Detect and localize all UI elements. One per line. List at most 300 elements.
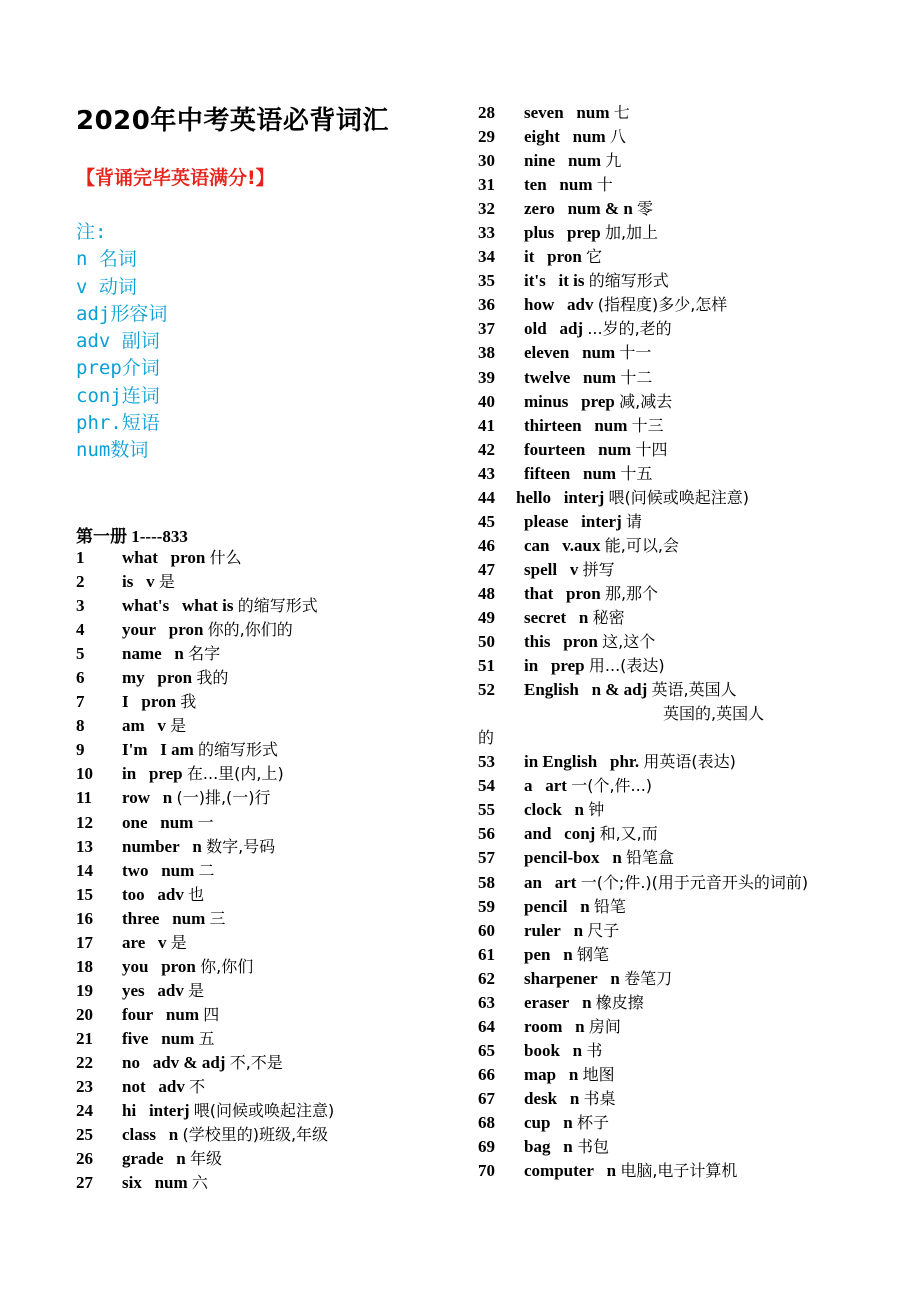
entry-part-of-speech: num	[598, 439, 632, 459]
vocab-entry	[76, 546, 334, 570]
entry-meaning: 的缩写形式	[588, 271, 669, 291]
entry-word: spell	[524, 559, 558, 579]
entry-number: 12	[76, 812, 93, 832]
vocab-entry	[478, 197, 808, 221]
entry-number: 48	[478, 583, 495, 603]
entry-number: 27	[76, 1173, 93, 1193]
vocab-entry	[478, 101, 808, 125]
vocab-entry	[478, 678, 808, 702]
entry-number: 56	[478, 824, 495, 844]
entry-part-of-speech: pron	[170, 548, 206, 567]
vocab-entry	[478, 871, 808, 895]
entry-part-of-speech: n	[568, 1064, 579, 1084]
entry-part-of-speech: art	[554, 872, 577, 892]
entry-part-of-speech: interj	[581, 511, 622, 531]
entry-meaning: 这,这个	[602, 632, 656, 652]
entry-part-of-speech: n	[610, 968, 620, 988]
entry-part-of-speech: pron	[161, 956, 196, 976]
entry-number: 61	[478, 944, 495, 964]
entry-meaning: 不	[189, 1077, 206, 1097]
vocab-entry	[76, 618, 334, 642]
entry-number: 45	[478, 511, 495, 531]
entry-word: in	[122, 764, 137, 784]
entry-word: grade	[122, 1149, 164, 1169]
entry-part-of-speech: num	[576, 103, 610, 122]
entry-meaning: 的缩写形式	[198, 740, 279, 760]
entry-part-of-speech: prep	[148, 764, 183, 784]
entry-meaning: (学校里的)班级,年级	[182, 1125, 329, 1145]
entry-number: 14	[76, 860, 93, 880]
entry-meaning: 年级	[190, 1149, 223, 1169]
entry-word: what's	[122, 596, 170, 616]
vocab-entry	[76, 714, 334, 738]
vocab-entry	[478, 1159, 808, 1183]
vocab-entry	[76, 979, 334, 1003]
vocab-entry	[76, 859, 334, 883]
entry-meaning: 也	[188, 884, 205, 904]
entry-meaning: 用英语(表达)	[643, 752, 736, 772]
entry-part-of-speech: adv	[157, 980, 184, 1000]
entry-number: 46	[478, 535, 495, 555]
vocab-entry	[478, 1039, 808, 1063]
entry-part-of-speech: interj	[563, 487, 605, 507]
vocab-entry	[76, 1027, 334, 1051]
entry-number: 11	[76, 788, 93, 808]
entry-meaning: 加,加上	[604, 223, 659, 243]
entry-word: nine	[524, 151, 556, 171]
entry-number: 37	[478, 319, 495, 339]
entry-meaning: 杯子	[576, 1112, 609, 1132]
vocab-entry	[478, 1063, 808, 1087]
entry-word: four	[122, 1004, 154, 1024]
entry-word: not	[122, 1077, 146, 1097]
entry-word: in English	[524, 752, 598, 772]
entry-meaning: 十一	[619, 343, 652, 363]
entry-word: book	[524, 1040, 560, 1060]
entry-word: clock	[524, 800, 562, 820]
vocab-list-right	[478, 101, 808, 1183]
entry-meaning: 八	[609, 127, 626, 147]
entry-number: 65	[478, 1040, 495, 1060]
entry-word: cup	[524, 1112, 551, 1132]
vocab-entry	[76, 1051, 334, 1075]
entry-meaning: 铅笔	[593, 896, 626, 916]
entry-word: is	[122, 572, 134, 592]
vocab-entry	[478, 726, 808, 750]
entry-number: 30	[478, 151, 495, 171]
entry-word: bag	[524, 1137, 551, 1157]
entry-part-of-speech: adj	[559, 319, 584, 339]
entry-word: your	[122, 620, 156, 640]
entry-meaning: 是	[188, 980, 205, 1000]
vocab-entry	[478, 630, 808, 654]
entry-word: and	[524, 824, 552, 844]
entry-meaning: 和,又,而	[599, 824, 658, 844]
entry-meaning: 一(个,件...)	[571, 776, 653, 796]
vocab-entry	[478, 750, 808, 774]
entry-number: 49	[478, 607, 495, 627]
entry-part-of-speech: I am	[160, 740, 194, 760]
entry-word: hello	[516, 487, 551, 507]
entry-meaning: 钟	[588, 800, 605, 820]
entry-word: a	[524, 776, 533, 796]
vocab-entry	[76, 666, 334, 690]
entry-part-of-speech: adv	[566, 295, 594, 315]
entry-word: thirteen	[524, 415, 582, 435]
entry-part-of-speech: n	[575, 1016, 585, 1036]
entry-meaning: 铅笔盒	[626, 848, 675, 868]
entry-number: 3	[76, 596, 85, 616]
vocab-entry	[478, 606, 808, 630]
entry-number: 58	[478, 872, 495, 892]
vocab-entry	[478, 173, 808, 197]
entry-part-of-speech: num	[161, 1028, 195, 1048]
entry-meaning: 秘密	[592, 607, 625, 627]
entry-meaning: 数字,号码	[206, 836, 276, 856]
entry-part-of-speech: phr.	[610, 752, 640, 772]
vocab-entry	[478, 486, 808, 510]
vocab-entry	[76, 1147, 334, 1171]
vocab-entry	[76, 1171, 334, 1195]
entry-word: five	[122, 1028, 149, 1048]
entry-word: I'm	[122, 740, 148, 760]
entry-number: 29	[478, 127, 495, 147]
vocab-entry	[76, 1123, 334, 1147]
entry-part-of-speech: n	[563, 1112, 573, 1132]
vocab-entry	[478, 1015, 808, 1039]
entry-number: 62	[478, 968, 495, 988]
entry-part-of-speech: pron	[157, 668, 193, 688]
entry-word: can	[524, 535, 550, 555]
vocab-entry	[478, 438, 808, 462]
entry-meaning: 请	[625, 511, 642, 531]
entry-number: 34	[478, 247, 495, 267]
entry-meaning: 四	[203, 1004, 220, 1024]
vocab-entry	[478, 245, 808, 269]
entry-meaning: 你,你们	[200, 956, 254, 976]
entry-number: 32	[478, 199, 495, 219]
entry-meaning: 的	[478, 728, 495, 748]
entry-number: 64	[478, 1016, 495, 1036]
entry-part-of-speech: n	[582, 992, 592, 1012]
entry-number: 57	[478, 848, 495, 868]
entry-part-of-speech: n	[573, 920, 584, 940]
entry-number: 1	[76, 548, 85, 567]
vocab-entry	[478, 221, 808, 245]
entry-meaning: 名字	[188, 644, 221, 664]
vocab-entry	[478, 366, 808, 390]
vocab-entry	[76, 955, 334, 979]
entry-part-of-speech: pron	[141, 692, 177, 712]
entry-word: minus	[524, 391, 569, 411]
entry-word: zero	[524, 199, 555, 219]
vocab-entry	[76, 811, 334, 835]
entry-part-of-speech: it is	[558, 271, 585, 291]
entry-meaning: 十五	[620, 463, 653, 483]
entry-word: it's	[524, 271, 546, 291]
entry-word: this	[524, 632, 551, 652]
vocab-entry	[478, 895, 808, 919]
entry-word: ruler	[524, 920, 561, 940]
entry-part-of-speech: art	[545, 776, 567, 796]
entry-word: two	[122, 860, 149, 880]
vocab-entry	[478, 774, 808, 798]
vocab-entry	[76, 931, 334, 955]
entry-word: plus	[524, 223, 555, 243]
entry-meaning: 用...(表达)	[588, 656, 665, 676]
entry-number: 24	[76, 1101, 93, 1121]
note-line: n 名词	[76, 248, 137, 271]
entry-number: 17	[76, 932, 93, 952]
entry-meaning: 喂(问候或唤起注意)	[608, 487, 750, 507]
entry-meaning: 我	[180, 692, 197, 712]
entry-part-of-speech: prep	[567, 223, 601, 243]
entry-meaning: 书包	[576, 1137, 609, 1157]
entry-part-of-speech: interj	[148, 1101, 190, 1121]
vocab-entry	[76, 762, 334, 786]
entry-word: old	[524, 319, 547, 339]
entry-word: in	[524, 656, 539, 676]
entry-part-of-speech: num	[583, 463, 617, 483]
entry-part-of-speech: n	[174, 644, 184, 664]
entry-part-of-speech: n	[569, 1088, 580, 1108]
entry-meaning: 电脑,电子计算机	[620, 1161, 738, 1181]
entry-meaning: 什么	[209, 548, 242, 567]
entry-word: seven	[524, 103, 564, 122]
entry-number: 35	[478, 271, 495, 291]
entry-part-of-speech: pron	[547, 247, 582, 267]
entry-number: 18	[76, 956, 93, 976]
entry-number: 67	[478, 1088, 495, 1108]
entry-meaning: 卷笔刀	[624, 968, 673, 988]
entry-number: 6	[76, 668, 85, 688]
vocab-entry	[76, 1099, 334, 1123]
entry-number: 53	[478, 752, 495, 772]
entry-meaning: 七	[613, 103, 630, 122]
entry-word: three	[122, 908, 160, 928]
entry-part-of-speech: v	[158, 932, 167, 952]
entry-meaning: 一(个;件.)(用于元音开头的词前)	[580, 872, 809, 892]
entry-word: yes	[122, 980, 145, 1000]
entry-meaning: 六	[191, 1173, 208, 1193]
entry-word: please	[524, 511, 569, 531]
vocab-entry	[478, 414, 808, 438]
entry-part-of-speech: num	[594, 415, 628, 435]
entry-part-of-speech: num	[582, 343, 616, 363]
entry-meaning: 尺子	[587, 920, 620, 940]
entry-part-of-speech: conj	[564, 824, 596, 844]
entry-word: sharpener	[524, 968, 598, 988]
entry-part-of-speech: num	[161, 860, 195, 880]
vocab-entry	[478, 967, 808, 991]
entry-word: how	[524, 295, 555, 315]
vocab-list-left	[76, 546, 334, 1195]
entry-number: 52	[478, 680, 495, 700]
vocab-entry	[478, 269, 808, 293]
vocab-entry	[478, 702, 808, 726]
entry-meaning: 英语,英国人	[651, 680, 737, 700]
entry-number: 51	[478, 656, 495, 676]
entry-number: 28	[478, 103, 495, 122]
entry-number: 47	[478, 559, 495, 579]
vocab-entry	[76, 883, 334, 907]
vocab-entry	[76, 594, 334, 618]
vocab-entry	[478, 798, 808, 822]
entry-part-of-speech: pron	[566, 583, 601, 603]
entry-part-of-speech: adv & adj	[152, 1052, 226, 1072]
entry-meaning: 不,不是	[229, 1052, 283, 1072]
entry-number: 50	[478, 632, 495, 652]
entry-part-of-speech: prep	[550, 656, 585, 676]
vocab-entry	[478, 341, 808, 365]
entry-meaning: 减,减去	[619, 391, 673, 411]
entry-number: 5	[76, 644, 85, 664]
note-line: prep介词	[76, 357, 160, 380]
note-line: adv 副词	[76, 330, 160, 353]
entry-number: 69	[478, 1137, 495, 1157]
entry-meaning: (指程度)多少,怎样	[597, 295, 728, 315]
vocab-entry	[478, 125, 808, 149]
vocab-entry	[478, 1135, 808, 1159]
entry-word: my	[122, 668, 145, 688]
vocab-entry	[478, 390, 808, 414]
vocab-entry	[478, 654, 808, 678]
entry-meaning: 一	[197, 812, 214, 832]
entry-meaning: 是	[158, 572, 175, 592]
entry-part-of-speech: what is	[181, 596, 234, 616]
entry-part-of-speech: n	[574, 800, 584, 820]
vocab-entry	[76, 690, 334, 714]
entry-number: 13	[76, 836, 93, 856]
entry-number: 42	[478, 439, 495, 459]
notes-legend	[76, 219, 167, 465]
entry-part-of-speech: num	[172, 908, 206, 928]
entry-meaning: 拼写	[582, 559, 615, 579]
vocab-entry	[478, 293, 808, 317]
entry-number: 66	[478, 1064, 495, 1084]
entry-part-of-speech: num	[583, 367, 617, 387]
entry-word: too	[122, 884, 145, 904]
entry-number: 55	[478, 800, 495, 820]
vocab-entry	[478, 149, 808, 173]
entry-part-of-speech: n	[176, 1149, 186, 1169]
entry-number: 40	[478, 391, 495, 411]
entry-number: 54	[478, 776, 495, 796]
entry-meaning: 那,那个	[604, 583, 659, 603]
entry-number: 8	[76, 716, 85, 736]
vocab-entry	[478, 1111, 808, 1135]
entry-meaning: 的缩写形式	[237, 596, 318, 616]
entry-number: 36	[478, 295, 495, 315]
entry-word: it	[524, 247, 535, 267]
entry-number: 44	[478, 487, 495, 507]
vocab-entry	[478, 846, 808, 870]
entry-part-of-speech: v	[157, 716, 166, 736]
entry-number: 43	[478, 463, 495, 483]
entry-word: six	[122, 1173, 142, 1193]
entry-part-of-speech: pron	[563, 632, 598, 652]
entry-word: pencil	[524, 896, 568, 916]
vocab-entry	[76, 570, 334, 594]
entry-number: 39	[478, 367, 495, 387]
entry-part-of-speech: n	[572, 1040, 583, 1060]
entry-part-of-speech: n	[578, 607, 589, 627]
entry-word: class	[122, 1125, 156, 1145]
entry-meaning: 十二	[620, 367, 653, 387]
entry-meaning: 三	[209, 908, 226, 928]
note-line: num数词	[76, 439, 149, 462]
entry-meaning: 是	[170, 932, 187, 952]
vocab-entry	[478, 317, 808, 341]
entry-meaning: 五	[198, 1028, 215, 1048]
vocab-entry	[478, 510, 808, 534]
entry-meaning: 你的,你们的	[207, 620, 293, 640]
entry-word: no	[122, 1052, 140, 1072]
entry-word: you	[122, 956, 149, 976]
entry-number: 10	[76, 764, 93, 784]
entry-part-of-speech: n	[192, 836, 202, 856]
entry-number: 31	[478, 175, 495, 195]
entry-part-of-speech: n	[612, 848, 622, 868]
entry-word: pencil-box	[524, 848, 600, 868]
section-heading: 第一册 1----833	[76, 527, 188, 546]
vocab-entry	[76, 786, 334, 810]
entry-word: eleven	[524, 343, 570, 363]
entry-word: that	[524, 583, 554, 603]
entry-number: 9	[76, 740, 85, 760]
vocab-entry	[478, 991, 808, 1015]
entry-word: name	[122, 644, 162, 664]
entry-number: 25	[76, 1125, 93, 1145]
entry-word: one	[122, 812, 148, 832]
vocab-entry	[478, 582, 808, 606]
entry-number: 23	[76, 1077, 93, 1097]
entry-meaning: 九	[605, 151, 622, 171]
entry-number: 68	[478, 1112, 495, 1132]
entry-part-of-speech: v.aux	[562, 535, 601, 555]
entry-word: eraser	[524, 992, 570, 1012]
entry-number: 59	[478, 896, 495, 916]
entry-meaning: 它	[586, 247, 603, 267]
note-line: conj连词	[76, 384, 160, 407]
entry-word: room	[524, 1016, 563, 1036]
entry-number: 20	[76, 1004, 93, 1024]
entry-part-of-speech: prep	[581, 391, 615, 411]
note-line: adj形容词	[76, 302, 168, 325]
slogan: 【背诵完毕英语满分!】	[76, 167, 275, 189]
entry-part-of-speech: pron	[168, 620, 204, 640]
entry-meaning: 英国的,英国人	[663, 704, 765, 724]
entry-part-of-speech: n	[606, 1161, 617, 1181]
entry-part-of-speech: adv	[157, 884, 184, 904]
entry-meaning: 十	[596, 175, 613, 195]
entry-meaning: 我的	[196, 668, 229, 688]
vocab-entry	[478, 943, 808, 967]
entry-number: 33	[478, 223, 495, 243]
entry-word: row	[122, 788, 151, 808]
entry-word: computer	[524, 1161, 594, 1181]
entry-part-of-speech: num	[165, 1004, 199, 1024]
entry-meaning: 钢笔	[576, 944, 609, 964]
entry-word: am	[122, 716, 145, 736]
entry-word: eight	[524, 127, 560, 147]
vocab-entry	[478, 822, 808, 846]
entry-word: ten	[524, 175, 547, 195]
entry-number: 38	[478, 343, 495, 363]
vocab-entry	[478, 919, 808, 943]
entry-part-of-speech: num	[160, 812, 194, 832]
entry-word: fifteen	[524, 463, 571, 483]
